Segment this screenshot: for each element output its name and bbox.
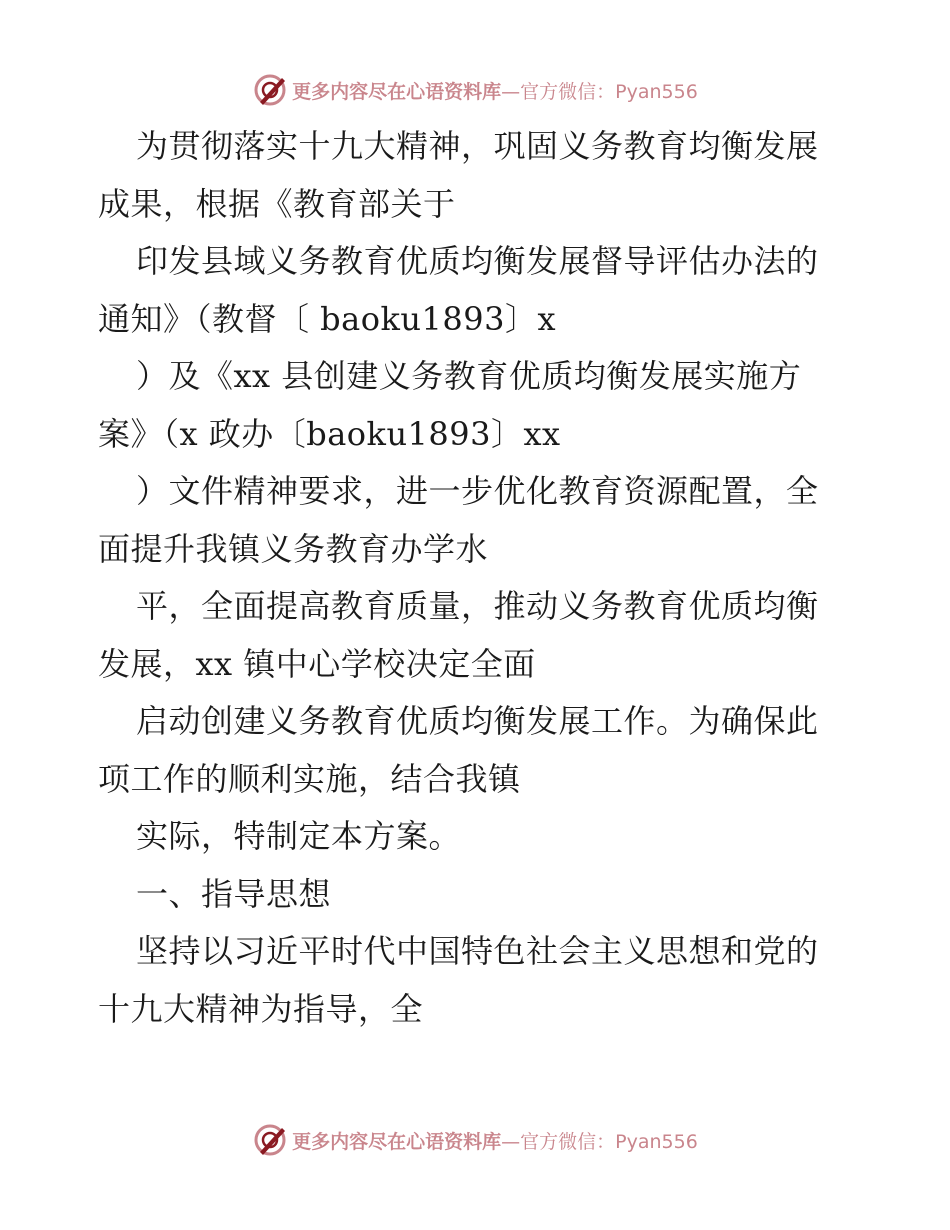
watermark-main-text: 更多内容尽在心语资料库 — [292, 1130, 502, 1153]
text-line: 实际，特制定本方案。 — [136, 817, 462, 855]
text-line: 平，全面提高教育质量，推动义务教育优质均衡 — [136, 587, 819, 625]
watermark-main-text: 更多内容尽在心语资料库 — [292, 80, 502, 103]
text-line: 成果，根据《教育部关于 — [98, 184, 456, 223]
brand-logo-icon — [252, 1122, 288, 1158]
text-line: 坚持以习近平时代中国特色社会主义思想和党的 — [136, 932, 819, 970]
header-watermark — [0, 70, 950, 110]
text-line: 印发县域义务教育优质均衡发展督导评估办法的 — [136, 242, 819, 280]
watermark-sub-text: —官方微信：Pyan556 — [501, 1130, 698, 1153]
text-line: 通知》（教督〔 baoku1893〕x — [98, 299, 556, 338]
text-line: 启动创建义务教育优质均衡发展工作。为确保此 — [136, 702, 819, 740]
text-line: ）文件精神要求，进一步优化教育资源配置，全 — [136, 472, 819, 510]
text-line: 发展，xx 镇中心学校决定全面 — [98, 644, 536, 683]
section-heading: 一、指导思想 — [136, 874, 332, 913]
text-line: 案》（x 政办〔baoku1893〕xx — [98, 414, 561, 453]
text-line: 为贯彻落实十九大精神，巩固义务教育均衡发展 — [136, 127, 819, 165]
brand-logo-icon — [252, 72, 288, 108]
footer-watermark — [0, 1120, 950, 1160]
document-body — [98, 118, 858, 1038]
text-line: 项工作的顺利实施，结合我镇 — [98, 759, 521, 798]
text-line: 面提升我镇义务教育办学水 — [98, 529, 489, 568]
text-line: ）及《xx 县创建义务教育优质均衡发展实施方 — [136, 357, 802, 395]
text-line: 十九大精神为指导，全 — [98, 989, 424, 1028]
watermark-sub-text: —官方微信：Pyan556 — [501, 80, 698, 103]
